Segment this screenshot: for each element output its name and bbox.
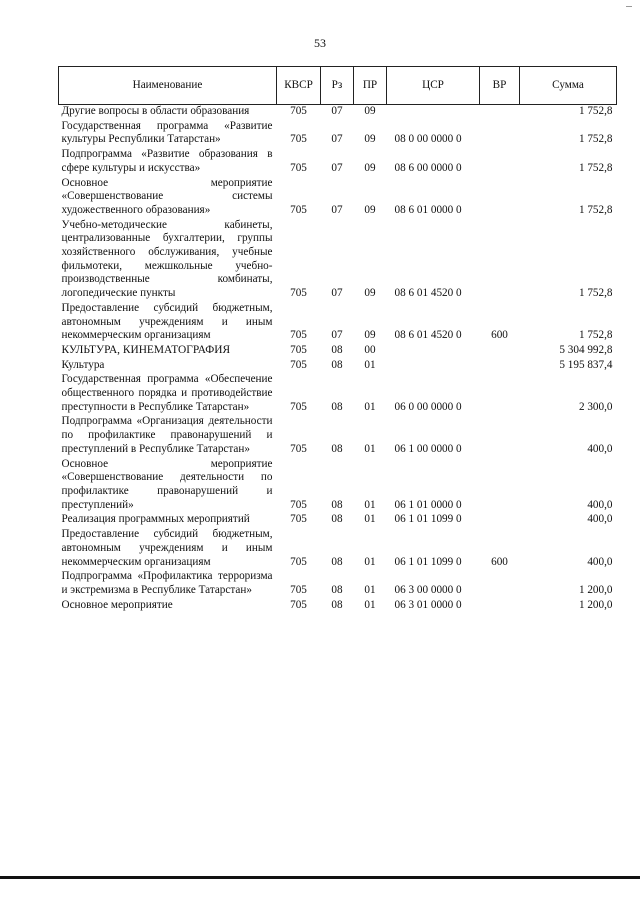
- cell-pr: 00: [364, 343, 376, 356]
- cell-sum: 1 752,8: [578, 329, 613, 342]
- cell-rz: 08: [331, 358, 343, 371]
- cell-kvsr: 705: [290, 498, 307, 511]
- cell-rz: 08: [331, 555, 343, 568]
- cell-kvsr: 705: [290, 105, 307, 117]
- cell-pr: 01: [364, 598, 376, 611]
- cell-csr: 06 3 01 0000 0: [394, 598, 462, 611]
- table-row: [59, 344, 617, 359]
- cell-vr: [480, 570, 520, 598]
- cell-sum: 1 752,8: [578, 133, 613, 146]
- cell-rz: 07: [331, 287, 343, 300]
- bottom-rule: [0, 876, 640, 879]
- cell-sum: 2 300,0: [578, 400, 613, 413]
- table-row: [59, 513, 617, 528]
- cell-kvsr: 705: [290, 513, 307, 526]
- table-row: [59, 359, 617, 374]
- cell-csr: 08 6 01 4520 0: [394, 329, 462, 342]
- cell-rz: 07: [331, 329, 343, 342]
- cell-rz: 08: [331, 498, 343, 511]
- cell-kvsr: 705: [290, 203, 307, 216]
- cell-rz: 08: [331, 583, 343, 596]
- cell-pr: 09: [364, 105, 376, 117]
- cell-csr: 06 1 01 1099 0: [394, 555, 462, 568]
- cell-csr: 06 3 00 0000 0: [394, 583, 462, 596]
- cell-name: Государственная программа «Обеспечение общественного порядка и противодействие преступности в Республике Татарстан»: [61, 373, 273, 413]
- cell-sum: 1 752,8: [578, 287, 613, 300]
- cell-pr: 09: [364, 161, 376, 174]
- cell-vr: [480, 177, 520, 219]
- table-row: [59, 415, 617, 457]
- cell-csr: 08 6 01 4520 0: [394, 287, 462, 300]
- header-kvsr: КВСР: [277, 67, 321, 105]
- cell-rz: 07: [331, 105, 343, 117]
- table-header-row: [59, 67, 617, 105]
- cell-csr: [387, 344, 480, 359]
- cell-kvsr: 705: [290, 329, 307, 342]
- cell-name: Основное мероприятие: [61, 598, 173, 611]
- table-row: [59, 528, 617, 570]
- cell-name: Реализация программных мероприятий: [61, 513, 250, 526]
- cell-rz: 07: [331, 161, 343, 174]
- cell-csr: 06 1 00 0000 0: [394, 442, 462, 455]
- cell-name: Учебно-методические кабинеты, централизованные бухгалтерии, группы хозяйственного обслуживания, учебные фильмотеки, межшкольные учебно-производственные комбинаты, логопедические пункты: [61, 218, 273, 300]
- cell-name: Подпрограмма «Развитие образования в сфере культуры и искусства»: [61, 148, 273, 174]
- header-sum: Сумма: [520, 67, 617, 105]
- header-rz: Рз: [321, 67, 354, 105]
- cell-sum: 5 195 837,4: [559, 358, 613, 371]
- cell-rz: 08: [331, 400, 343, 413]
- cell-csr: 08 6 01 0000 0: [394, 203, 462, 216]
- cell-vr: [480, 415, 520, 457]
- header-vr: ВР: [480, 67, 520, 105]
- cell-name: Основное мероприятие «Совершенствование деятельности по профилактике правонарушений и преступлений»: [61, 457, 273, 511]
- cell-rz: 07: [331, 133, 343, 146]
- cell-kvsr: 705: [290, 343, 307, 356]
- cell-rz: 07: [331, 203, 343, 216]
- cell-kvsr: 705: [290, 358, 307, 371]
- cell-csr: 06 1 01 0000 0: [394, 498, 462, 511]
- cell-pr: 09: [364, 329, 376, 342]
- cell-kvsr: 705: [290, 133, 307, 146]
- cell-name: Культура: [61, 358, 105, 371]
- cell-sum: 5 304 992,8: [559, 343, 613, 356]
- cell-csr: 08 6 00 0000 0: [394, 161, 462, 174]
- table-row: [59, 148, 617, 176]
- cell-vr: [480, 219, 520, 302]
- cell-vr: [480, 359, 520, 374]
- cell-vr: [480, 105, 520, 120]
- cell-vr: [480, 599, 520, 614]
- cell-csr: 06 0 00 0000 0: [394, 400, 462, 413]
- cell-sum: 1 200,0: [578, 598, 613, 611]
- cell-csr: [387, 359, 480, 374]
- table-row: [59, 219, 617, 302]
- table-row: [59, 458, 617, 514]
- cell-kvsr: 705: [290, 287, 307, 300]
- budget-table: [58, 66, 617, 613]
- cell-vr: [480, 344, 520, 359]
- cell-sum: 400,0: [587, 513, 613, 526]
- cell-rz: 08: [331, 513, 343, 526]
- header-csr: ЦСР: [387, 67, 480, 105]
- cell-vr: [480, 148, 520, 176]
- cell-kvsr: 705: [290, 583, 307, 596]
- cell-csr: 06 1 01 1099 0: [394, 513, 462, 526]
- cell-pr: 01: [364, 513, 376, 526]
- cell-vr: [480, 513, 520, 528]
- cell-pr: 09: [364, 133, 376, 146]
- cell-sum: 400,0: [587, 555, 613, 568]
- cell-pr: 01: [364, 498, 376, 511]
- cell-name: Подпрограмма «Организация деятельности по профилактике правонарушений и преступлений в Республике Татарстан»: [61, 415, 273, 455]
- cell-rz: 08: [331, 598, 343, 611]
- cell-sum: 1 752,8: [578, 105, 613, 117]
- cell-csr: [387, 105, 480, 120]
- cell-kvsr: 705: [290, 598, 307, 611]
- cell-csr: 08 0 00 0000 0: [394, 133, 462, 146]
- cell-kvsr: 705: [290, 555, 307, 568]
- cell-name: Основное мероприятие «Совершенствование системы художественного образования»: [61, 176, 273, 216]
- table-row: [59, 599, 617, 614]
- table-row: [59, 373, 617, 415]
- cell-pr: 01: [364, 358, 376, 371]
- table-row: [59, 570, 617, 598]
- cell-name: КУЛЬТУРА, КИНЕМАТОГРАФИЯ: [61, 343, 231, 356]
- cell-rz: 08: [331, 442, 343, 455]
- cell-sum: 1 752,8: [578, 203, 613, 216]
- cell-name: Подпрограмма «Профилактика терроризма и экстремизма в Республике Татарстан»: [61, 570, 273, 596]
- cell-vr: 600: [491, 555, 508, 568]
- cell-kvsr: 705: [290, 400, 307, 413]
- header-pr: ПР: [354, 67, 387, 105]
- cell-rz: 08: [331, 343, 343, 356]
- cell-vr: [480, 373, 520, 415]
- table-row: [59, 120, 617, 148]
- cell-sum: 1 200,0: [578, 583, 613, 596]
- cell-pr: 09: [364, 203, 376, 216]
- cell-pr: 01: [364, 442, 376, 455]
- cell-name: Предоставление субсидий бюджетным, автономным учреждениям и иным некоммерческим организациям: [61, 301, 273, 342]
- cell-sum: 400,0: [587, 498, 613, 511]
- cell-sum: 1 752,8: [578, 161, 613, 174]
- cell-vr: [480, 120, 520, 148]
- cell-name: Государственная программа «Развитие культуры Республики Татарстан»: [61, 119, 273, 146]
- cell-kvsr: 705: [290, 442, 307, 455]
- cell-pr: 01: [364, 555, 376, 568]
- cell-name: Другие вопросы в области образования: [61, 105, 250, 117]
- table-row: [59, 105, 617, 120]
- cell-vr: 600: [491, 329, 508, 342]
- cell-pr: 09: [364, 287, 376, 300]
- cell-pr: 01: [364, 400, 376, 413]
- page-number: 53: [314, 36, 326, 50]
- cell-name: Предоставление субсидий бюджетным, автономным учреждениям и иным некоммерческим организациям: [61, 528, 273, 568]
- table-row: [59, 302, 617, 344]
- header-name: Наименование: [59, 67, 277, 105]
- scan-mark: [626, 6, 632, 7]
- cell-kvsr: 705: [290, 161, 307, 174]
- cell-pr: 01: [364, 583, 376, 596]
- table-row: [59, 177, 617, 219]
- cell-sum: 400,0: [587, 442, 613, 455]
- cell-vr: [480, 458, 520, 514]
